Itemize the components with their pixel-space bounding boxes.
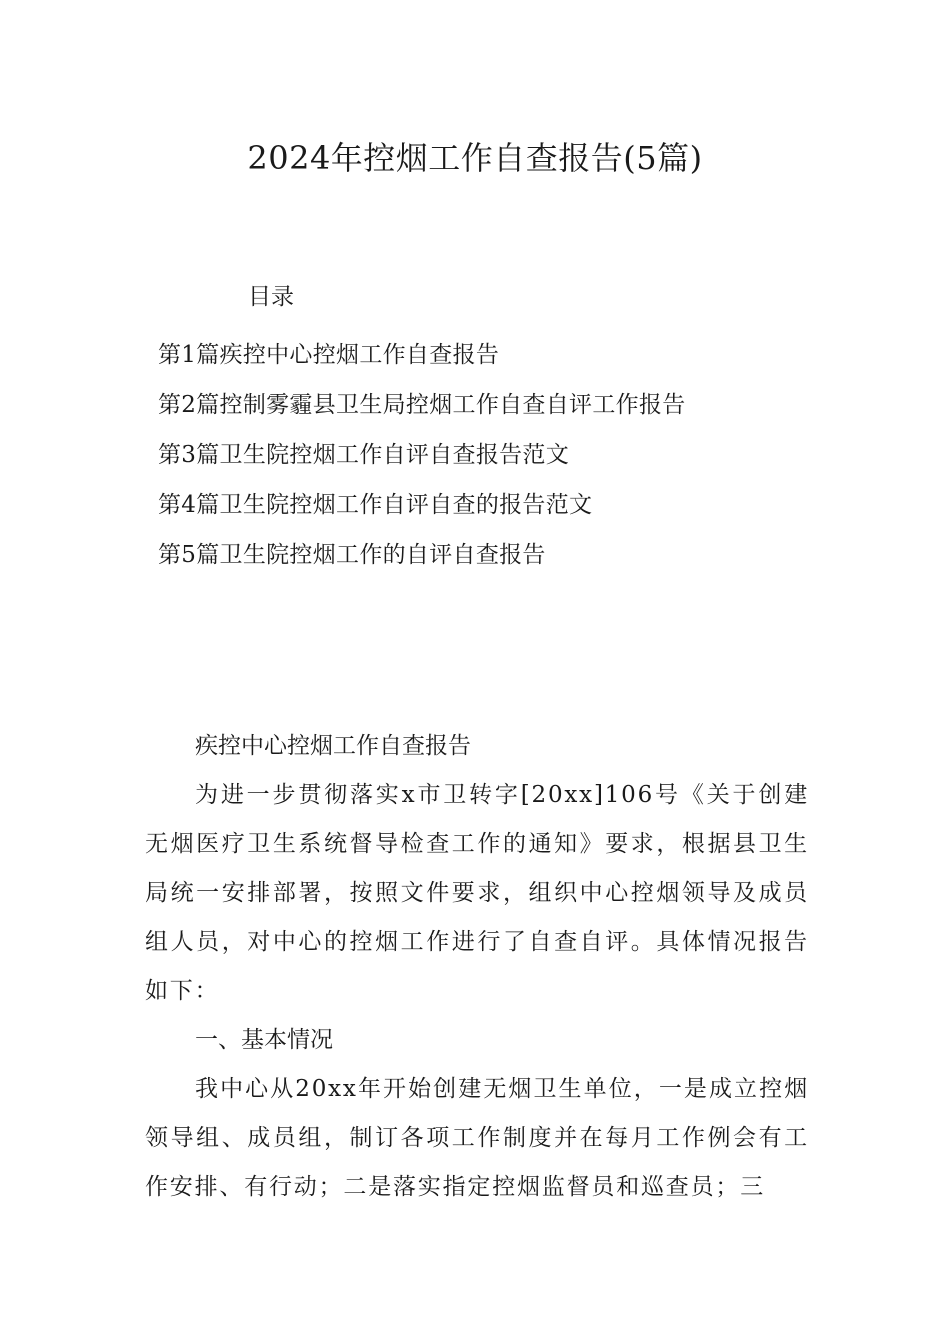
- table-of-contents: [158, 330, 686, 580]
- body-paragraph: 为进一步贯彻落实x市卫转字[20xx]106号《关于创建无烟医疗卫生系统督导检查工作的通知》要求，根据县卫生局统一安排部署，按照文件要求，组织中心控烟领导及成员组人员，对中心的控烟工作进行了自查自评。具体情况报告如下：: [145, 782, 809, 1004]
- document-body: [145, 722, 809, 1212]
- document-title: 2024年控烟工作自查报告(5篇): [247, 139, 703, 177]
- toc-item[interactable]: 第1篇疾控中心控烟工作自查报告: [158, 342, 500, 368]
- toc-item[interactable]: 第5篇卫生院控烟工作的自评自查报告: [158, 542, 546, 568]
- toc-item[interactable]: 第2篇控制雾霾县卫生局控烟工作自查自评工作报告: [158, 392, 686, 418]
- sub-heading: 一、基本情况: [195, 1027, 333, 1053]
- section-title: 疾控中心控烟工作自查报告: [195, 733, 471, 759]
- body-paragraph: 我中心从20xx年开始创建无烟卫生单位，一是成立控烟领导组、成员组，制订各项工作制度并在每月工作例会有工作安排、有行动；二是落实指定控烟监督员和巡查员；三: [145, 1076, 809, 1200]
- toc-item[interactable]: 第4篇卫生院控烟工作自评自查的报告范文: [158, 492, 593, 518]
- toc-heading: 目录: [248, 284, 294, 310]
- toc-item[interactable]: 第3篇卫生院控烟工作自评自查报告范文: [158, 442, 570, 468]
